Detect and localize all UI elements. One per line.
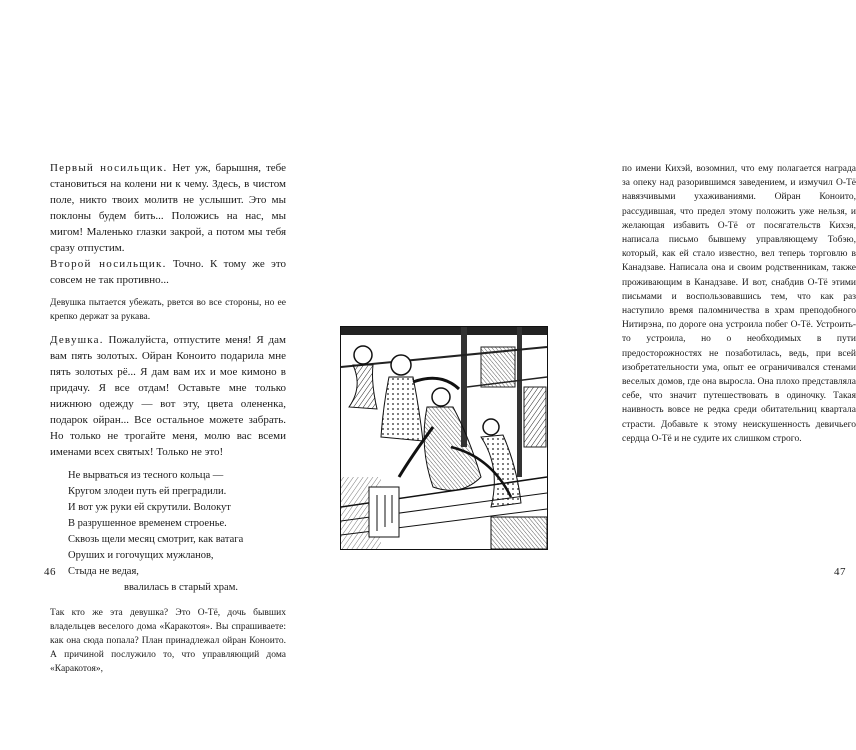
speech-girl <box>50 332 286 460</box>
poem-line: И вот уж руки ей скрутили. Волокут <box>68 502 231 513</box>
poem-line: Оруших и гогочущих мужланов, <box>68 550 214 561</box>
speech-text: Точно. К тому же это совсем не так противно... <box>50 258 286 286</box>
poem-line: ввалилась в старый храм. <box>124 582 238 593</box>
speech-second-porter <box>50 256 286 288</box>
poem-line: Кругом злодеи путь ей преградили. <box>68 486 227 497</box>
left-text-column <box>50 160 286 676</box>
poem-line: В разрушенное временем строенье. <box>68 518 227 529</box>
left-page <box>0 0 300 750</box>
speaker-name: Первый носильщик. <box>50 162 168 174</box>
right-text-column <box>622 162 856 446</box>
speech-first-porter <box>50 160 286 256</box>
poem <box>68 468 286 596</box>
speaker-name: Второй носильщик. <box>50 258 167 270</box>
speech-text: Пожалуйста, отпустите меня! Я дам вам пять золотых. Ойран Коноито подарила мне пять золотых рё... Я дам вам их и мое кимоно в придачу. Я все отдам! Оставьте мне только нижнюю одежду — вот эту, цвета олененка, подарок ойран... Все остальное можете забрать. Но только не трогайте меня, молю вас всеми именами всех святых! Только не это! <box>50 334 286 458</box>
speech-text: Нет уж, барышня, тебе становиться на колени ни к чему. Здесь, в чистом поле, никто твоих молитв не услышит. Это мы поклоны будем бить... Положись на нас, мы мигом! Маленько глазки закрой, а потом мы тебя сразу отпустим. <box>50 162 286 254</box>
stage-direction: Девушка пытается убежать, рвется во все стороны, но ее крепко держат за рукава. <box>50 298 286 322</box>
poem-line: Не вырваться из тесного кольца — <box>68 470 224 481</box>
page-number-left: 46 <box>44 566 56 578</box>
prose-paragraph: по имени Кихэй, возомнил, что ему полагается награда за опеку над разорившимся заведением, и измучил О-Тё навязчивыми ухаживаниями. Ойран Коноито, рассудившая, что предел этому положить уже нельзя, и желающая избавить О-Тё от посягательств Кихэя, написала письмо бывшему управляющему Тобэю, который, как ей стало известно, вел теперь торговлю в Канадзаве. Написала она и своим родственникам, также проживающим в Канадзаве. И вот, снабдив О-Тё этими письмами и воспользовавшись тем, что как раз наступило время паломничества в храм преподобного Нитирэна, по дороге она устроила побег О-Тё. Устроить-то устроила, но о необходимых в пути предосторожностях не позаботилась, ведь, при всей изобретательности ума, опыт ее ограничивался стенами веселых домов, где она выросла. Она плохо представляла себе, что значит путешествовать в одиночку. Такая наивность вовсе не редка среди обитательниц квартала страсти. Добавьте к этому неискушенность девичьего сердца О-Тё и не судите их слишком строго. <box>622 164 856 444</box>
poem-line: Стыда не ведая, <box>68 566 139 577</box>
speaker-name: Девушка. <box>50 334 104 346</box>
prose-paragraph: Так кто же эта девушка? Это О-Тё, дочь бывших владельцев веселого дома «Каракотоя». Вы спрашиваете: как она сюда попала? План принадлежал ойран Коноито. А причиной послужило то, что управляющий дома «Каракотоя», <box>50 608 286 674</box>
woodblock-illustration <box>340 326 548 550</box>
poem-line: Сквозь щели месяц смотрит, как ватага <box>68 534 244 545</box>
page-number-right: 47 <box>834 566 846 578</box>
